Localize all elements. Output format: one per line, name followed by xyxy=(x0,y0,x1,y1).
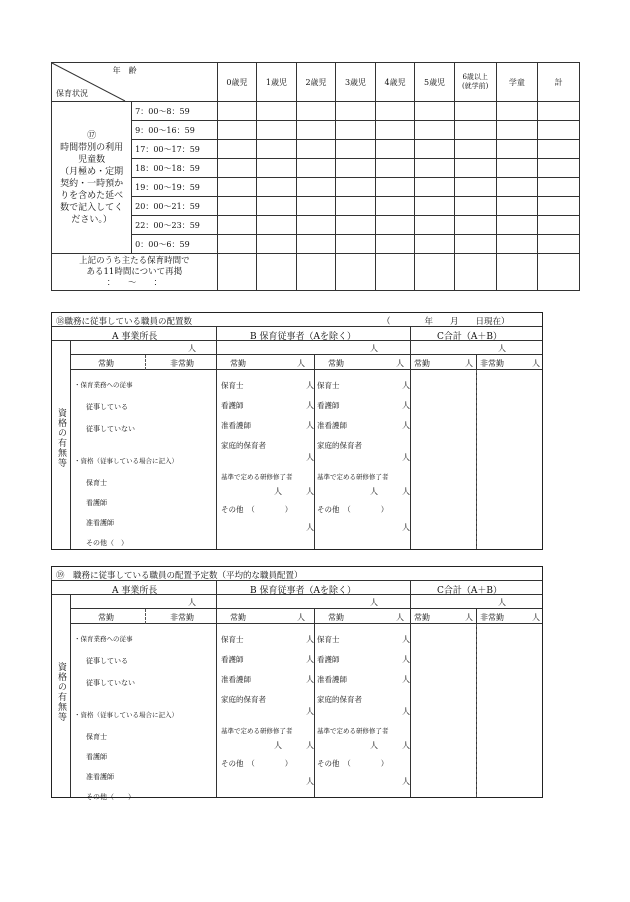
col-a-header: A 事業所長 xyxy=(112,586,158,596)
count-cell[interactable] xyxy=(296,216,336,235)
age-col-0: 0歳児 xyxy=(217,63,257,102)
count-cell[interactable] xyxy=(257,197,297,216)
grid-col-line xyxy=(216,581,217,797)
count-cell[interactable] xyxy=(538,140,580,159)
count-cell[interactable] xyxy=(375,140,415,159)
b-item-unit: 人 xyxy=(306,523,314,532)
grid-col-line xyxy=(410,327,411,549)
age-col-1: 1歳児 xyxy=(257,63,297,102)
grid-col-line xyxy=(70,595,71,797)
col-c-header: C合計（A＋B） xyxy=(437,586,502,596)
count-cell[interactable] xyxy=(415,140,455,159)
a-item-1: 従事している xyxy=(86,403,128,411)
count-cell[interactable] xyxy=(257,216,297,235)
b-item-5: その他 （ ） xyxy=(317,505,389,514)
count-cell[interactable] xyxy=(217,178,257,197)
row-group-label: ⑰ 時間帯別の利用 児童数 （月極め・定期 契約・一時預か りを含めた延べ 数で記入してく ださい。） xyxy=(52,102,132,254)
header-age-label: 年 齢 xyxy=(112,66,137,75)
count-cell[interactable] xyxy=(336,216,376,235)
count-cell[interactable] xyxy=(257,121,297,140)
count-cell[interactable] xyxy=(375,159,415,178)
count-cell[interactable] xyxy=(336,254,376,291)
b-item-5: その他 （ ） xyxy=(317,759,389,768)
b-item-unit: 人 xyxy=(370,487,378,496)
count-cell[interactable] xyxy=(415,121,455,140)
a-item-4: 保育士 xyxy=(86,733,107,741)
count-cell[interactable] xyxy=(454,140,496,159)
b-item-unit: 人 xyxy=(370,741,378,750)
b-item-0: 保育士 xyxy=(221,381,244,390)
b-item-unit: 人 xyxy=(402,707,410,716)
a-item-2: 従事していない xyxy=(86,425,135,433)
staff-table-18 xyxy=(51,312,543,550)
count-cell[interactable] xyxy=(217,121,257,140)
a-item-5: 看護師 xyxy=(86,499,107,507)
c-unit: 人 xyxy=(465,613,473,622)
b-item-4: 基準で定める研修修了者 xyxy=(221,727,293,735)
unit-a: 人 xyxy=(188,598,196,607)
unit-c: 人 xyxy=(498,344,506,353)
time-slot-label: 9：00〜16：59 xyxy=(132,121,218,140)
count-cell[interactable] xyxy=(496,197,538,216)
b-item-unit: 人 xyxy=(306,453,314,462)
header-status-label: 保育状況 xyxy=(56,89,88,98)
count-cell[interactable] xyxy=(454,216,496,235)
b-item-0: 保育士 xyxy=(221,635,244,644)
count-cell[interactable] xyxy=(454,254,496,291)
a-item-5: 看護師 xyxy=(86,753,107,761)
c-fulltime: 常勤 xyxy=(414,613,430,622)
age-col-5: 5歳児 xyxy=(415,63,455,102)
count-cell[interactable] xyxy=(415,159,455,178)
time-row xyxy=(52,159,580,178)
b-item-3: 家庭的保育者 xyxy=(317,441,362,450)
a-item-6: 准看護師 xyxy=(86,773,114,781)
time-row xyxy=(52,121,580,140)
count-cell[interactable] xyxy=(496,102,538,121)
b-unit-2: 人 xyxy=(396,613,404,622)
count-cell[interactable] xyxy=(217,159,257,178)
count-cell[interactable] xyxy=(217,197,257,216)
side-label: 資格の有無等 xyxy=(56,662,66,722)
time-row xyxy=(52,197,580,216)
table-title: ⑱職務に従事している職員の配置数 xyxy=(56,317,193,327)
count-cell[interactable] xyxy=(496,216,538,235)
time-row xyxy=(52,140,580,159)
count-cell[interactable] xyxy=(496,159,538,178)
b-item-unit: 人 xyxy=(306,487,314,496)
col-b-header: B 保育従事者（Aを除く） xyxy=(250,332,356,342)
time-slot-label: 19：00〜19：59 xyxy=(132,178,218,197)
count-cell[interactable] xyxy=(296,140,336,159)
b-item-unit: 人 xyxy=(402,487,410,496)
grid-col-line xyxy=(216,327,217,549)
b-item-unit: 人 xyxy=(402,635,410,644)
b-item-3: 家庭的保育者 xyxy=(221,441,266,450)
age-col-6plus: 6歳以上 (就学前) xyxy=(454,63,496,102)
grid-row-line xyxy=(70,369,542,370)
b-item-unit: 人 xyxy=(306,707,314,716)
count-cell[interactable] xyxy=(454,102,496,121)
count-cell[interactable] xyxy=(496,254,538,291)
a-item-4: 保育士 xyxy=(86,479,107,487)
c-unit-2: 人 xyxy=(532,359,540,368)
count-cell[interactable] xyxy=(257,178,297,197)
count-cell[interactable] xyxy=(538,102,580,121)
count-cell[interactable] xyxy=(257,140,297,159)
count-cell[interactable] xyxy=(336,140,376,159)
count-cell[interactable] xyxy=(415,178,455,197)
table-title: ⑲ 職務に従事している職員の配置予定数（平均的な職員配置） xyxy=(56,571,303,581)
count-cell[interactable] xyxy=(496,121,538,140)
a-fulltime: 常勤 xyxy=(98,359,114,368)
count-cell[interactable] xyxy=(296,102,336,121)
count-cell[interactable] xyxy=(415,197,455,216)
time-row xyxy=(52,216,580,235)
b-fulltime-2: 常勤 xyxy=(328,359,344,368)
count-cell[interactable] xyxy=(217,254,257,291)
count-cell[interactable] xyxy=(496,140,538,159)
b-item-1: 看護師 xyxy=(317,401,340,410)
b-item-0: 保育士 xyxy=(317,381,340,390)
unit-b: 人 xyxy=(370,344,378,353)
count-cell[interactable] xyxy=(454,235,496,254)
count-cell[interactable] xyxy=(454,178,496,197)
b-item-unit: 人 xyxy=(402,523,410,532)
b-item-unit: 人 xyxy=(402,381,410,390)
grid-col-line xyxy=(410,581,411,797)
count-cell[interactable] xyxy=(257,235,297,254)
count-cell[interactable] xyxy=(217,102,257,121)
time-slot-label: 22：00〜23：59 xyxy=(132,216,218,235)
b-item-unit: 人 xyxy=(306,401,314,410)
b-item-5: その他 （ ） xyxy=(221,759,293,768)
count-cell[interactable] xyxy=(336,159,376,178)
age-col-4: 4歳児 xyxy=(375,63,415,102)
grid-row-line xyxy=(70,354,542,355)
time-slot-label: 17：00〜17：59 xyxy=(132,140,218,159)
count-cell[interactable] xyxy=(257,102,297,121)
b-item-2: 准看護師 xyxy=(317,421,347,430)
count-cell[interactable] xyxy=(538,216,580,235)
time-usage-table xyxy=(51,62,580,291)
count-cell[interactable] xyxy=(257,254,297,291)
count-cell[interactable] xyxy=(538,159,580,178)
count-cell[interactable] xyxy=(336,197,376,216)
count-cell[interactable] xyxy=(375,121,415,140)
b-item-unit: 人 xyxy=(402,453,410,462)
time-row xyxy=(52,178,580,197)
b-item-3: 家庭的保育者 xyxy=(317,695,362,704)
time-row xyxy=(52,102,580,121)
unit-b: 人 xyxy=(370,598,378,607)
a-parttime: 非常勤 xyxy=(170,613,194,622)
b-item-1: 看護師 xyxy=(317,655,340,664)
c-parttime: 非常勤 xyxy=(480,359,504,368)
count-cell[interactable] xyxy=(375,178,415,197)
count-cell[interactable] xyxy=(538,121,580,140)
count-cell[interactable] xyxy=(375,216,415,235)
grid-col-line xyxy=(314,609,315,797)
count-cell[interactable] xyxy=(538,254,580,291)
b-item-unit: 人 xyxy=(402,675,410,684)
b-item-unit: 人 xyxy=(306,421,314,430)
count-cell[interactable] xyxy=(496,235,538,254)
age-col-school: 学童 xyxy=(496,63,538,102)
count-cell[interactable] xyxy=(375,254,415,291)
side-label: 資格の有無等 xyxy=(56,408,66,468)
b-item-2: 准看護師 xyxy=(221,421,251,430)
b-item-3: 家庭的保育者 xyxy=(221,695,266,704)
b-item-5: その他 （ ） xyxy=(221,505,293,514)
b-item-unit: 人 xyxy=(402,741,410,750)
b-item-unit: 人 xyxy=(306,655,314,664)
c-fulltime: 常勤 xyxy=(414,359,430,368)
dashed-divider xyxy=(476,624,477,797)
count-cell[interactable] xyxy=(336,235,376,254)
a-fulltime: 常勤 xyxy=(98,613,114,622)
time-slot-label: 7：00〜8：59 xyxy=(132,102,218,121)
count-cell[interactable] xyxy=(217,235,257,254)
count-cell[interactable] xyxy=(415,235,455,254)
grid-row-line xyxy=(70,623,542,624)
b-item-unit: 人 xyxy=(306,675,314,684)
count-cell[interactable] xyxy=(375,197,415,216)
count-cell[interactable] xyxy=(538,197,580,216)
time-row xyxy=(52,235,580,254)
age-col-3: 3歳児 xyxy=(336,63,376,102)
main-hours-label: 上記のうち主たる保育時間で ある11時間について再掲 ： 〜 ： xyxy=(52,254,218,291)
b-item-unit: 人 xyxy=(306,381,314,390)
count-cell[interactable] xyxy=(296,121,336,140)
staff-table-19 xyxy=(51,566,543,801)
b-item-unit: 人 xyxy=(402,421,410,430)
header-diagonal-cell xyxy=(52,63,218,102)
count-cell[interactable] xyxy=(336,102,376,121)
a-item-2: 従事していない xyxy=(86,679,135,687)
count-cell[interactable] xyxy=(296,197,336,216)
age-col-2: 2歳児 xyxy=(296,63,336,102)
b-item-unit: 人 xyxy=(274,741,282,750)
age-col-total: 計 xyxy=(538,63,580,102)
a-item-3: ・資格（従事している場合に記入） xyxy=(74,711,178,719)
footer-row xyxy=(52,254,580,291)
count-cell[interactable] xyxy=(296,178,336,197)
b-item-1: 看護師 xyxy=(221,401,244,410)
b-item-4: 基準で定める研修修了者 xyxy=(317,473,389,481)
b-fulltime-2: 常勤 xyxy=(328,613,344,622)
dashed-divider xyxy=(145,609,146,624)
count-cell[interactable] xyxy=(336,121,376,140)
a-parttime: 非常勤 xyxy=(170,359,194,368)
count-cell[interactable] xyxy=(375,235,415,254)
a-item-7: その他（ ） xyxy=(86,539,128,547)
b-fulltime: 常勤 xyxy=(230,613,246,622)
count-cell[interactable] xyxy=(538,235,580,254)
count-cell[interactable] xyxy=(296,254,336,291)
b-item-unit: 人 xyxy=(402,655,410,664)
b-item-4: 基準で定める研修修了者 xyxy=(317,727,389,735)
col-a-header: A 事業所長 xyxy=(112,332,158,342)
b-unit: 人 xyxy=(297,359,305,368)
c-parttime: 非常勤 xyxy=(480,613,504,622)
b-item-1: 看護師 xyxy=(221,655,244,664)
b-unit-2: 人 xyxy=(396,359,404,368)
grid-col-line xyxy=(314,355,315,549)
a-item-7: その他（ ） xyxy=(86,793,135,801)
count-cell[interactable] xyxy=(217,140,257,159)
count-cell[interactable] xyxy=(415,254,455,291)
b-item-4: 基準で定める研修修了者 xyxy=(221,473,293,481)
a-item-0: ・保育業務への従事 xyxy=(74,381,133,389)
b-item-unit: 人 xyxy=(274,487,282,496)
count-cell[interactable] xyxy=(454,197,496,216)
b-item-2: 准看護師 xyxy=(221,675,251,684)
b-item-0: 保育士 xyxy=(317,635,340,644)
b-item-unit: 人 xyxy=(306,777,314,786)
count-cell[interactable] xyxy=(217,216,257,235)
c-unit: 人 xyxy=(465,359,473,368)
a-item-6: 准看護師 xyxy=(86,519,114,527)
b-item-unit: 人 xyxy=(306,741,314,750)
time-slot-label: 0：00〜6：59 xyxy=(132,235,218,254)
dashed-divider xyxy=(476,370,477,549)
dashed-divider xyxy=(145,355,146,370)
time-slot-label: 18：00〜18：59 xyxy=(132,159,218,178)
count-cell[interactable] xyxy=(415,102,455,121)
time-slot-label: 20：00〜21：59 xyxy=(132,197,218,216)
a-item-1: 従事している xyxy=(86,657,128,665)
count-cell[interactable] xyxy=(454,159,496,178)
date-label: （ 年 月 日現在） xyxy=(382,317,510,327)
count-cell[interactable] xyxy=(538,178,580,197)
b-item-unit: 人 xyxy=(306,635,314,644)
count-cell[interactable] xyxy=(257,159,297,178)
b-item-2: 准看護師 xyxy=(317,675,347,684)
a-item-3: ・資格（従事している場合に記入） xyxy=(74,457,178,465)
b-item-unit: 人 xyxy=(402,401,410,410)
count-cell[interactable] xyxy=(454,121,496,140)
b-fulltime: 常勤 xyxy=(230,359,246,368)
c-unit-2: 人 xyxy=(532,613,540,622)
grid-row-line xyxy=(70,608,542,609)
count-cell[interactable] xyxy=(375,102,415,121)
count-cell[interactable] xyxy=(496,178,538,197)
count-cell[interactable] xyxy=(296,235,336,254)
count-cell[interactable] xyxy=(415,216,455,235)
b-item-unit: 人 xyxy=(402,777,410,786)
col-c-header: C合計（A＋B） xyxy=(437,332,502,342)
col-b-header: B 保育従事者（Aを除く） xyxy=(250,586,356,596)
count-cell[interactable] xyxy=(296,159,336,178)
a-item-0: ・保育業務への従事 xyxy=(74,635,133,643)
count-cell[interactable] xyxy=(336,178,376,197)
unit-c: 人 xyxy=(498,598,506,607)
b-unit: 人 xyxy=(297,613,305,622)
grid-col-line xyxy=(70,341,71,549)
unit-a: 人 xyxy=(188,344,196,353)
